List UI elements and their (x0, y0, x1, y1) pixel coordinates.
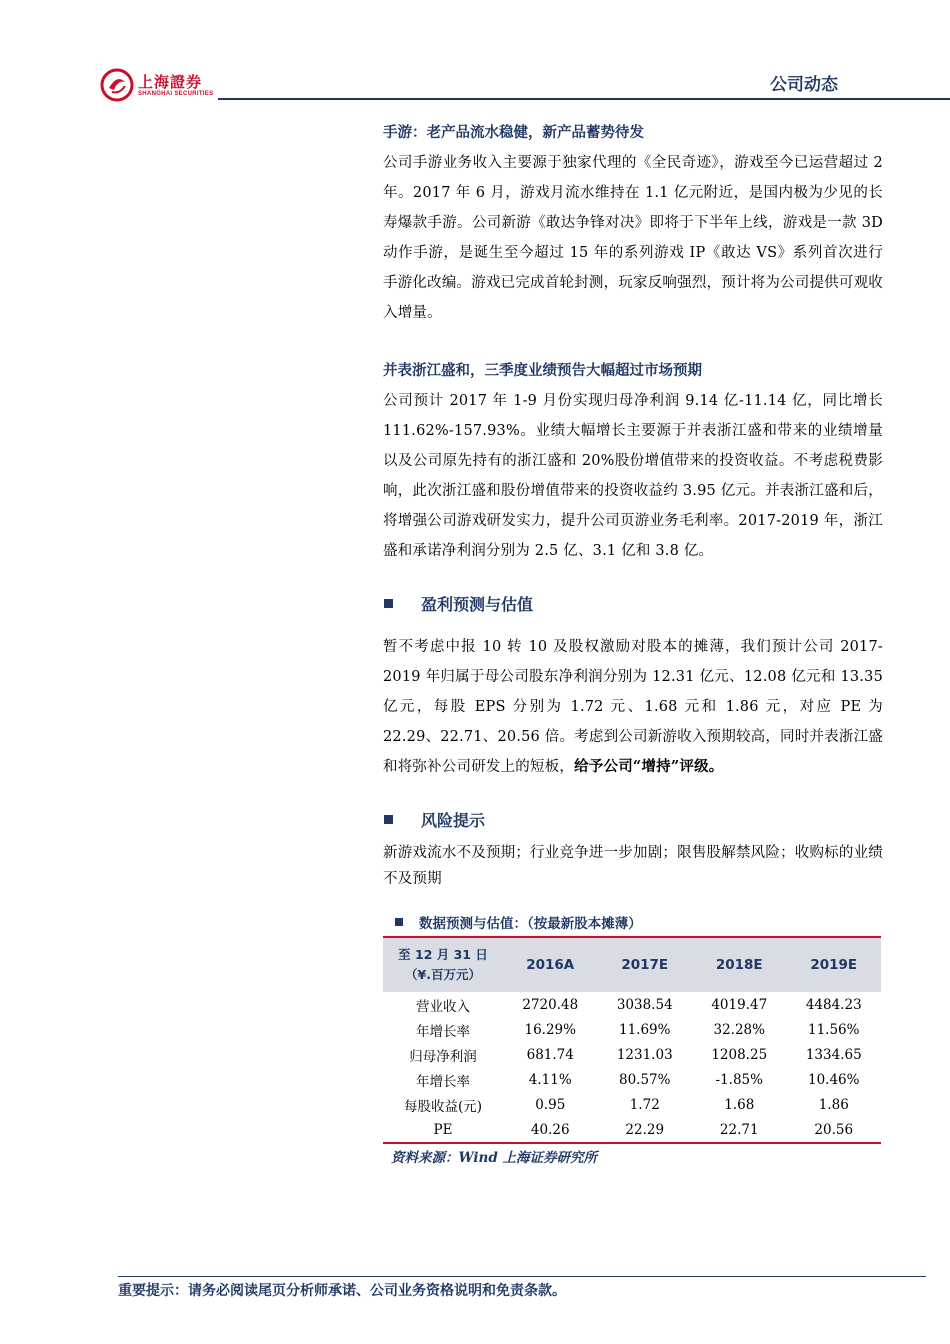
header-divider (218, 98, 950, 100)
table-row (383, 1067, 881, 1092)
table-cell: 40.26 (503, 1117, 598, 1143)
forecast-paragraph (383, 632, 883, 782)
merger-subhead: 并表浙江盛和，三季度业绩预告大幅超过市场预期 (383, 363, 702, 379)
table-cell: 11.56% (808, 1021, 860, 1038)
footer-disclaimer: 重要提示：请务必阅读尾页分析师承诺、公司业务资格说明和免责条款。 (118, 1283, 566, 1299)
company-logo (100, 68, 213, 102)
table-row (383, 1117, 881, 1143)
table-cell: -1.85% (715, 1071, 763, 1088)
mobile-games-paragraph: 公司手游业务收入主要源于独家代理的《全民奇迹》，游戏至今已运营超过 2 年。2017 年 6 月，游戏月流水维持在 1.1 亿元附近，是国内极为少见的长寿爆款手游。公司新游《敢达争锋对决》即将于下半年上线，游戏是一款 3D 动作手游，是诞生至今超过 15 年的系列游戏 IP《敢达 VS》系列首次进行手游化改编。游戏已完成首轮封测，玩家反响强烈，预计将为公司提供可观收入增量。 (383, 155, 883, 321)
table-cell: 681.74 (526, 1046, 574, 1063)
logo-chinese-text: 上海證券 (138, 73, 203, 91)
table-caption (383, 910, 883, 934)
period-header (383, 937, 503, 992)
forecast-table (383, 936, 881, 1144)
table-bullet-icon (395, 918, 403, 926)
row-label: 年增长率 (416, 1023, 470, 1040)
table-cell: 1.68 (724, 1096, 755, 1113)
table-cell: 0.95 (535, 1096, 566, 1113)
table-cell: 4.11% (528, 1071, 572, 1088)
table-title: 数据预测与估值：（按最新股本摊薄） (419, 916, 642, 932)
footer-divider (118, 1276, 926, 1277)
period-header-line1: 至 12 月 31 日 (398, 947, 488, 962)
forecast-section-heading (380, 588, 883, 618)
forecast-text: 暂不考虑中报 10 转 10 及股权激励对股本的摊薄，我们预计公司 2017-2019 年归属于母公司股东净利润分别为 12.31 亿元、12.08 亿元和 13.35 亿元，每股 EPS 分别为 1.72 元、1.68 元和 1.86 元，对应 PE 为 22.29、22.71、20.56 倍。考虑到公司新游收入预期较高，同时并表浙江盛和将弥补公司研发上的短板， (383, 639, 883, 775)
table-source: 资料来源：Wind 上海证券研究所 (391, 1150, 598, 1166)
risk-paragraph: 新游戏流水不及预期；行业竞争进一步加剧；限售股解禁风险；收购标的业绩不及预期 (383, 845, 883, 887)
section-bullet-icon (384, 815, 393, 824)
table-cell: 16.29% (524, 1021, 576, 1038)
table-cell: 4484.23 (805, 996, 862, 1013)
row-label: 归母净利润 (409, 1048, 477, 1065)
risk-section-title: 风险提示 (421, 810, 486, 830)
report-type-title: 公司动态 (770, 75, 838, 95)
table-cell: 2720.48 (522, 996, 579, 1013)
table-header-row (383, 937, 881, 992)
year-header: 2018E (715, 957, 763, 973)
page-header (100, 60, 880, 110)
row-label: 年增长率 (416, 1073, 470, 1090)
logo-english-text: SHANGHAI SECURITIES (138, 91, 214, 97)
year-header: 2016A (526, 957, 575, 973)
table-cell: 11.69% (619, 1021, 671, 1038)
forecast-section-title: 盈利预测与估值 (421, 594, 534, 614)
year-header: 2017E (621, 957, 669, 973)
table-cell: 3038.54 (616, 996, 673, 1013)
table-row (383, 1017, 881, 1042)
table-cell: 22.71 (692, 1117, 787, 1143)
table-row (383, 992, 881, 1017)
table-cell: 1208.25 (711, 1046, 768, 1063)
table-cell: 10.46% (808, 1071, 860, 1088)
merger-paragraph: 公司预计 2017 年 1-9 月份实现归母净利润 9.14 亿-11.14 亿，同比增长 111.62%-157.93%。业绩大幅增长主要源于并表浙江盛和带来的业绩增量以及公司原先持有的浙江盛和 20%股份增值带来的投资收益。不考虑税费影响，此次浙江盛和股份增值带来的投资收益约 3.95 亿元。并表浙江盛和后，将增强公司游戏研发实力，提升公司页游业务毛利率。2017-2019 年，浙江盛和承诺净利润分别为 2.5 亿、3.1 亿和 3.8 亿。 (383, 393, 883, 559)
table-cell: 1334.65 (805, 1046, 862, 1063)
period-header-line2: （¥.百万元） (405, 967, 481, 982)
table-row (383, 1092, 881, 1117)
row-label: 每股收益(元) (403, 1098, 483, 1115)
risk-section-heading (380, 804, 883, 834)
table-cell: 80.57% (619, 1071, 671, 1088)
rating-text: 给予公司“增持”评级。 (574, 758, 724, 775)
table-cell: 32.28% (713, 1021, 765, 1038)
table-cell: 20.56 (787, 1117, 882, 1143)
main-content (383, 118, 883, 1166)
table-cell: 1231.03 (616, 1046, 673, 1063)
mobile-games-subhead: 手游：老产品流水稳健，新产品蓄势待发 (383, 125, 644, 141)
table-cell: 22.29 (598, 1117, 693, 1143)
section-bullet-icon (384, 599, 393, 608)
table-cell: 4019.47 (711, 996, 768, 1013)
row-label: 营业收入 (416, 998, 470, 1015)
table-cell: 1.86 (818, 1096, 849, 1113)
table-row (383, 1042, 881, 1067)
row-label: PE (383, 1117, 503, 1143)
table-cell: 1.72 (629, 1096, 660, 1113)
year-header: 2019E (810, 957, 858, 973)
logo-mark-icon (100, 68, 134, 102)
